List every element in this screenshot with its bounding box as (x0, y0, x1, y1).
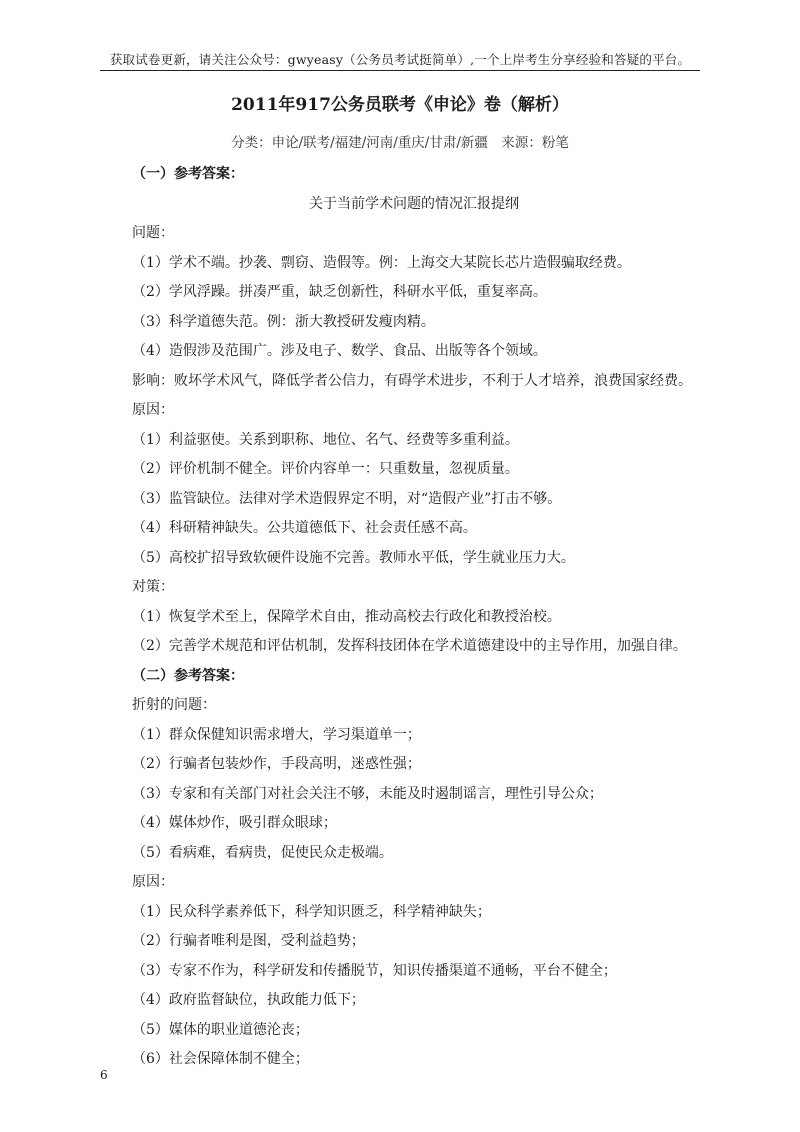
header-note: 获取试卷更新，请关注公众号：gwyeasy（公务员考试挺简单）,一个上岸考生分享经验和答疑的平台。 (109, 52, 691, 67)
section1-causes-label: 原因： (132, 402, 174, 418)
list-item: （3）专家和有关部门对社会关注不够，未能及时遏制谣言，理性引导公众； (132, 785, 603, 802)
document-meta: 分类：申论/联考/福建/河南/重庆/甘肃/新疆 来源：粉笔 (231, 135, 569, 151)
header-divider (100, 70, 700, 71)
list-item: （1）民众科学素养低下，科学知识匮乏，科学精神缺失； (132, 903, 491, 920)
section1-subtitle: 关于当前学术问题的情况汇报提纲 (309, 195, 519, 212)
list-item: （3）科学道德失范。例：浙大教授研发瘦肉精。 (132, 313, 435, 330)
list-item: （4）科研精神缺失。公共道德低下、社会责任感不高。 (132, 520, 477, 536)
list-item: （1）利益驱使。关系到职称、地位、名气、经费等多重利益。 (132, 431, 519, 448)
list-item: （5）高校扩招导致软硬件设施不完善。教师水平低，学生就业压力大。 (132, 549, 575, 566)
document-body (132, 160, 712, 1075)
list-item: （2）行骗者唯利是图，受利益趋势； (132, 933, 365, 949)
section1-problems-label: 问题： (132, 225, 174, 241)
list-item: （2）评价机制不健全。评价内容单一：只重数量，忽视质量。 (132, 461, 519, 477)
list-item: （1）恢复学术至上，保障学术自由，推动高校去行政化和教授治校。 (132, 608, 561, 625)
list-item: （5）看病难，看病贵，促使民众走极端。 (132, 844, 393, 861)
list-item: （6）社会保障体制不健全； (132, 1051, 309, 1067)
list-item: （3）专家不作为，科学研发和传播脱节，知识传播渠道不通畅，平台不健全； (132, 962, 617, 979)
section2-heading: （二）参考答案： (132, 667, 244, 684)
list-item: （1）学术不端。抄袭、剽窃、造假等。例：上海交大某院长芯片造假骗取经费。 (132, 254, 631, 271)
list-item: （2）完善学术规范和评估机制，发挥科技团体在学术道德建设中的主导作用，加强自律。 (132, 638, 687, 654)
section1-measures-label: 对策： (132, 579, 174, 595)
list-item: （3）监管缺位。法律对学术造假界定不明，对“造假产业”打击不够。 (132, 490, 562, 507)
list-item: （4）媒体炒作，吸引群众眼球； (132, 815, 337, 831)
list-item: （2）行骗者包装炒作，手段高明，迷惑性强； (132, 756, 421, 772)
list-item: （2）学风浮躁。拼凑严重，缺乏创新性，科研水平低，重复率高。 (132, 284, 547, 300)
section2-causes-label: 原因： (132, 874, 174, 890)
section1-heading: （一）参考答案： (132, 166, 244, 182)
list-item: （4）造假涉及范围广。涉及电子、数学、食品、出版等各个领域。 (132, 343, 547, 359)
list-item: （1）群众保健知识需求增大，学习渠道单一； (132, 726, 421, 743)
document-title: 2011年917公务员联考《申论》卷（解析） (231, 95, 569, 115)
list-item: （5）媒体的职业道德沦丧； (132, 1021, 309, 1038)
section2-problems-label: 折射的问题： (132, 697, 216, 713)
list-item: （4）政府监督缺位，执政能力低下； (132, 992, 365, 1008)
section1-impact: 影响：败坏学术风气，降低学者公信力，有碍学术进步，不利于人才培养，浪费国家经费。 (132, 372, 692, 389)
page-number: 6 (100, 1068, 108, 1082)
